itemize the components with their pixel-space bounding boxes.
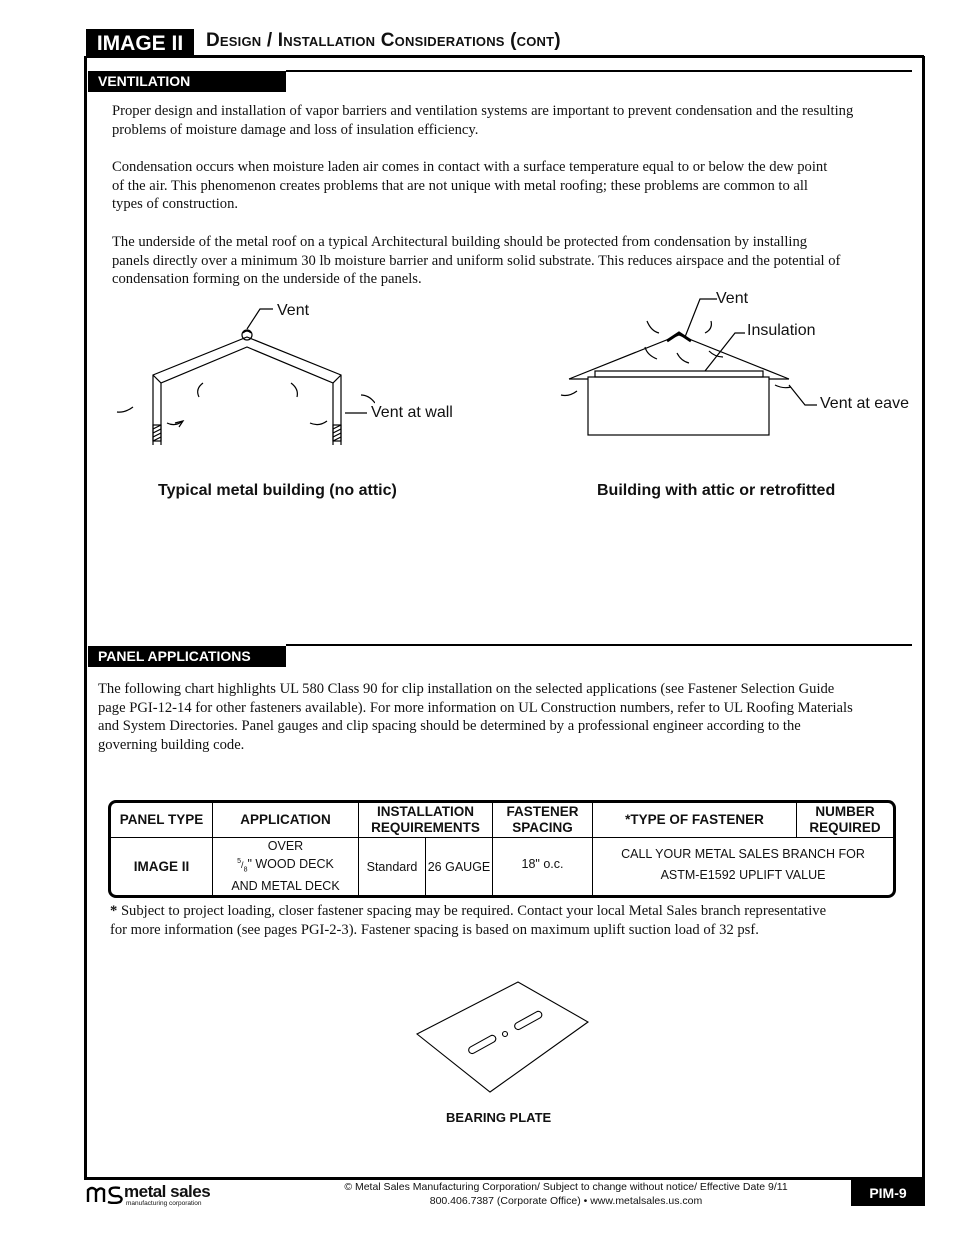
footnote-marker: * bbox=[110, 903, 118, 919]
airflow-arrow bbox=[291, 383, 297, 397]
caption-metal-building: Typical metal building (no attic) bbox=[158, 482, 397, 499]
text-line: types of construction. bbox=[112, 196, 239, 213]
bearing-plate-outline bbox=[417, 982, 588, 1092]
text-line: condensation forming on the underside of the panels. bbox=[112, 271, 422, 288]
airflow-arrow bbox=[117, 407, 133, 412]
airflow-arrow bbox=[361, 395, 375, 403]
header-rule bbox=[86, 55, 924, 58]
text-line: The following chart highlights UL 580 Class 90 for clip installation on the selected applications (see Fastener Selection Guide bbox=[98, 681, 835, 697]
page-number: PIM-9 bbox=[851, 1180, 925, 1206]
cell-panel-type: IMAGE II bbox=[133, 859, 190, 874]
footnote-text: Subject to project loading, closer fastener spacing may be required. Contact your local Metal Sales branch representative bbox=[117, 903, 827, 919]
building-walls bbox=[588, 377, 769, 435]
footer-line: 800.406.7387 (Corporate Office) • www.metalsales.us.com bbox=[429, 1195, 703, 1207]
logo-wordmark: metal sales bbox=[124, 1182, 211, 1201]
airflow-arrow bbox=[310, 421, 327, 425]
cell-line: OVER bbox=[267, 838, 304, 853]
attic-building-diagram bbox=[555, 285, 820, 445]
header-line: REQUIREMENTS bbox=[371, 820, 480, 835]
text-line: for more information (see pages PGI-2-3). Fastener spacing is based on maximum uplift suction load of 32 psf. bbox=[110, 921, 759, 938]
ventilation-rule bbox=[286, 70, 912, 72]
table-column-divider bbox=[796, 803, 797, 838]
ridge-vent-icon bbox=[667, 333, 691, 341]
text-line: page PGI-12-14 for other fasteners available). For more information on UL Construction numbers, refer to UL Roofing Materials bbox=[98, 699, 853, 716]
cell-line: CALL YOUR METAL SALES BRANCH FOR bbox=[621, 846, 865, 861]
airflow-arrow bbox=[647, 321, 659, 333]
ventilation-heading: VENTILATION bbox=[88, 71, 286, 92]
text-line: and System Directories. Panel gauges and clip spacing should be determined by a professional engineer according to the bbox=[98, 718, 801, 735]
table-column-divider bbox=[592, 803, 593, 898]
footer-line: © Metal Sales Manufacturing Corporation/ Subject to change without notice/ Effective Date 9/11 bbox=[344, 1181, 788, 1193]
text-line: Condensation occurs when moisture laden air comes in contact with a surface temperature equal to or below the dew point bbox=[112, 159, 828, 175]
text-line: panels directly over a minimum 30 lb moisture barrier and uniform solid substrate. This reduces airspace and the potential of bbox=[112, 252, 841, 269]
vent-label-right: Vent bbox=[716, 290, 749, 307]
panel-applications-rule bbox=[286, 644, 912, 646]
bearing-plate-caption: BEARING PLATE bbox=[446, 1110, 552, 1125]
header-line: SPACING bbox=[512, 820, 573, 835]
eave-leader-line bbox=[789, 385, 817, 405]
text-line: problems of moisture damage and loss of insulation efficiency. bbox=[112, 121, 479, 138]
table-column-divider bbox=[212, 803, 213, 898]
vent-at-wall-label: Vent at wall bbox=[371, 404, 453, 421]
airflow-arrow bbox=[705, 321, 711, 333]
panel-applications-paragraph bbox=[98, 680, 853, 755]
cell-line: ASTM-E1592 UPLIFT VALUE bbox=[660, 867, 826, 882]
cell-application bbox=[213, 838, 358, 895]
airflow-arrow bbox=[561, 391, 577, 396]
header-line: NUMBER bbox=[815, 804, 875, 819]
text-line: Proper design and installation of vapor barriers and ventilation systems are important to prevent condensation and the resulting bbox=[112, 103, 854, 119]
header-line: FASTENER bbox=[506, 804, 579, 819]
text-line: of the air. This phenomenon creates problems that are not unique with metal roofing; these problems are common to all bbox=[112, 177, 808, 194]
frame-left-border bbox=[84, 56, 87, 1179]
header-line: INSTALLATION bbox=[377, 804, 474, 819]
cell-gauge: 26 GAUGE bbox=[427, 859, 491, 874]
header-number-required bbox=[797, 803, 893, 837]
text-line: governing building code. bbox=[98, 737, 245, 754]
vent-leader-line bbox=[685, 299, 717, 337]
header-type-of-fastener: *TYPE OF FASTENER bbox=[625, 812, 764, 827]
ventilation-paragraph-2 bbox=[112, 158, 827, 214]
airflow-arrow bbox=[677, 353, 689, 363]
page-title: Design / Installation Considerations (cont) bbox=[206, 30, 561, 51]
fraction-numerator: 5 bbox=[237, 858, 242, 866]
bearing-plate-hole bbox=[503, 1032, 508, 1037]
table-row-divider bbox=[111, 837, 893, 838]
footer-legal bbox=[296, 1180, 836, 1208]
airflow-arrow bbox=[645, 347, 657, 359]
fraction-denominator: 8 bbox=[243, 867, 248, 875]
logo-subtitle: manufacturing corporation bbox=[126, 1200, 202, 1207]
bearing-plate-slot bbox=[513, 1010, 543, 1031]
insulation-leader-line bbox=[705, 333, 745, 371]
table-footnote bbox=[110, 902, 826, 939]
ventilation-paragraph-1 bbox=[112, 102, 853, 139]
caption-attic-building: Building with attic or retrofitted bbox=[597, 482, 836, 499]
header-installation-requirements bbox=[359, 803, 492, 837]
cell-type-of-fastener bbox=[593, 838, 893, 895]
product-tag: IMAGE II bbox=[86, 29, 194, 58]
header-panel-type: PANEL TYPE bbox=[119, 812, 204, 827]
cell-line: AND METAL DECK bbox=[231, 878, 340, 893]
metal-sales-logo bbox=[86, 1180, 246, 1210]
cell-fastener-spacing: 18" o.c. bbox=[521, 856, 564, 871]
insulation-layer bbox=[595, 371, 763, 377]
cell-installation: Standard bbox=[366, 859, 418, 874]
fastener-table bbox=[108, 800, 896, 898]
table-column-divider bbox=[358, 803, 359, 898]
table-column-divider bbox=[425, 837, 426, 898]
cell-line: $^5/_8$" WOOD DECK bbox=[237, 857, 334, 875]
table-column-divider bbox=[492, 803, 493, 898]
frame-outer-line bbox=[153, 337, 341, 445]
bearing-plate-slot bbox=[467, 1034, 497, 1055]
header-application: APPLICATION bbox=[240, 812, 331, 827]
panel-applications-heading: PANEL APPLICATIONS bbox=[88, 646, 286, 667]
text-line bbox=[110, 902, 826, 921]
ms-logo-icon bbox=[86, 1184, 126, 1204]
insulation-label: Insulation bbox=[747, 322, 816, 339]
text-line: The underside of the metal roof on a typical Architectural building should be protected from condensation by installing bbox=[112, 234, 808, 250]
bearing-plate-diagram bbox=[412, 978, 592, 1098]
vent-leader-line bbox=[247, 309, 273, 329]
frame-right-border bbox=[922, 56, 925, 1179]
ventilation-paragraph-3 bbox=[112, 233, 840, 289]
header-line: REQUIRED bbox=[809, 820, 881, 835]
vent-at-eave-label: Vent at eave bbox=[820, 395, 909, 412]
vent-label-left: Vent bbox=[277, 302, 310, 319]
metal-building-diagram bbox=[105, 295, 375, 455]
airflow-arrow bbox=[198, 383, 203, 397]
cell-text: " WOOD DECK bbox=[247, 857, 334, 872]
header-fastener-spacing bbox=[493, 803, 592, 837]
